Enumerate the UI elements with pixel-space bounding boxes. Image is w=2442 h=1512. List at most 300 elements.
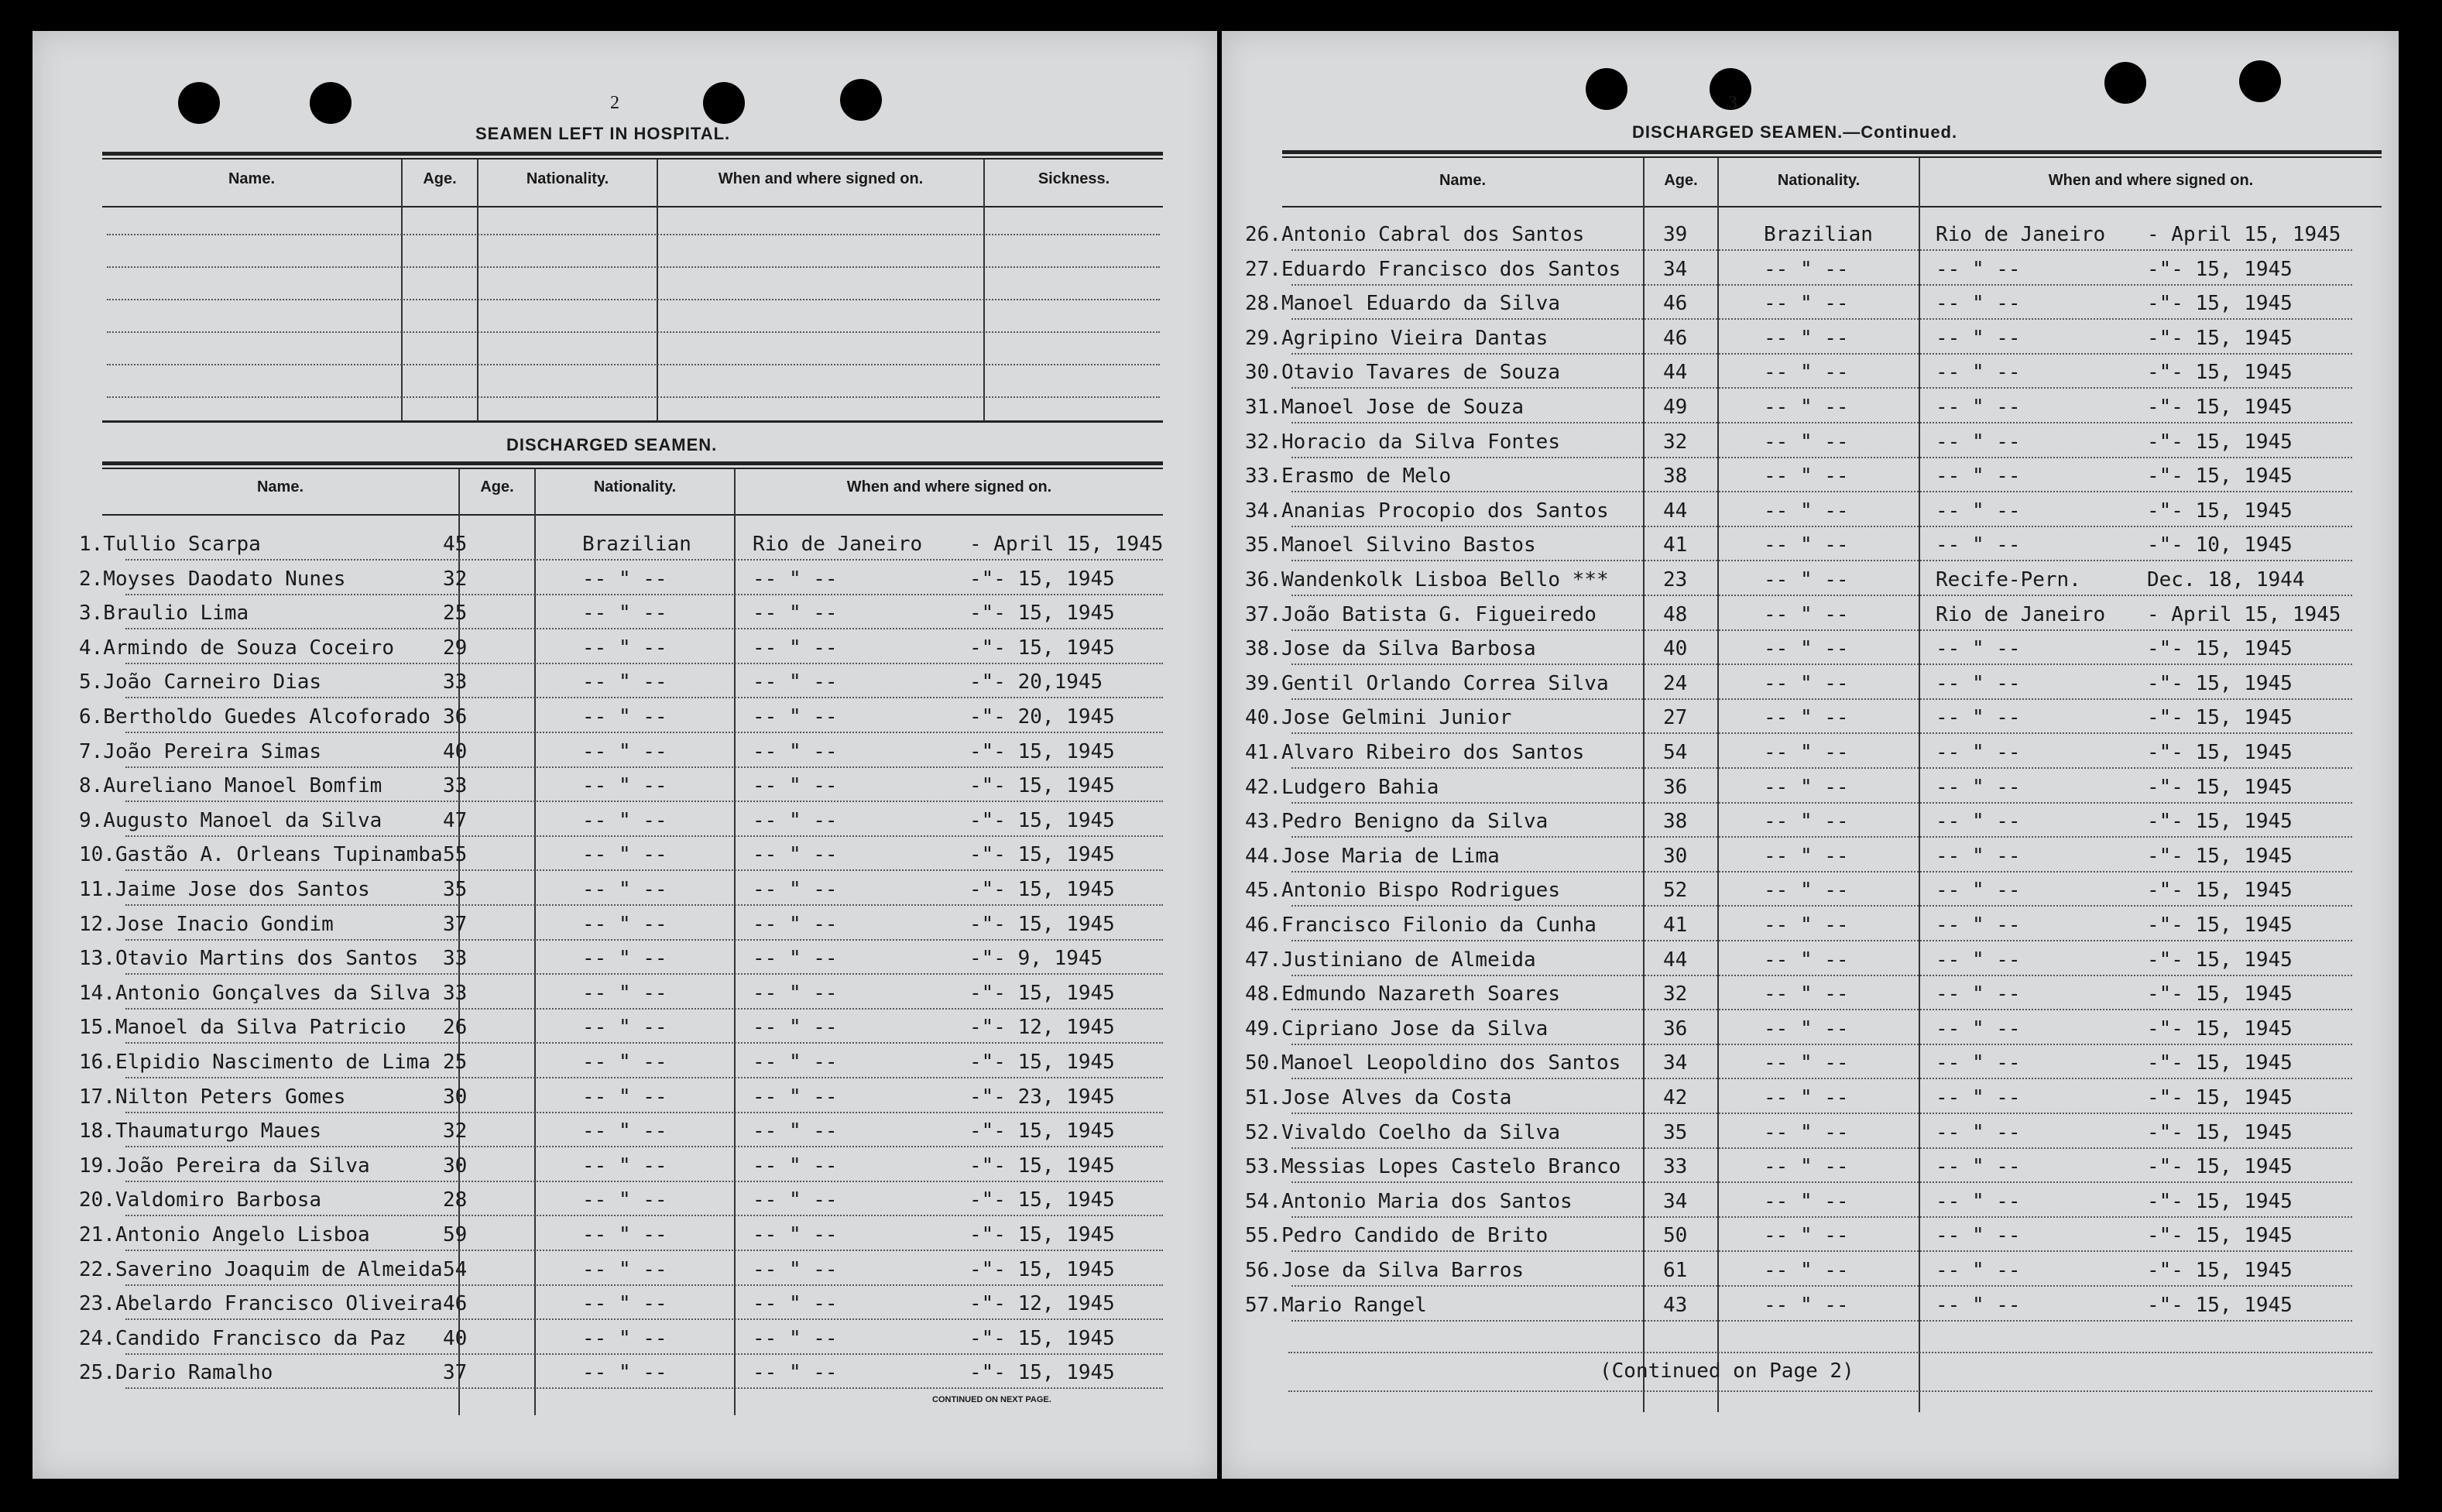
- seaman-name: 20.Valdomiro Barbosa: [79, 1188, 322, 1212]
- table-rule: [1282, 150, 2382, 154]
- table-row: [33, 598, 1194, 629]
- signed-on-date: -"- 15, 1945: [2147, 1120, 2293, 1144]
- seaman-nationality: -- " --: [1764, 533, 1849, 557]
- dotted-line: [1291, 1320, 2352, 1322]
- table-row: [1222, 634, 2383, 665]
- signed-on-date: -"- 15, 1945: [2147, 1259, 2293, 1282]
- seaman-nationality: -- " --: [582, 1361, 667, 1385]
- dotted-line: [107, 396, 1160, 398]
- dotted-line: [1288, 1390, 2372, 1392]
- seaman-nationality: -- " --: [1764, 1120, 1849, 1144]
- seaman-nationality: -- " --: [1764, 326, 1849, 350]
- seaman-name: 52.Vivaldo Coelho da Silva: [1245, 1120, 1560, 1144]
- seaman-age: 44: [1663, 499, 1688, 523]
- signed-on-place: -- " --: [1936, 637, 2021, 661]
- seaman-name: 49.Cipriano Jose da Silva: [1245, 1017, 1549, 1041]
- seaman-age: 41: [1663, 914, 1688, 937]
- table-row: [1222, 255, 2383, 286]
- signed-on-date: -"- 20,1945: [969, 670, 1103, 694]
- signed-on-date: -"- 15, 1945: [2147, 499, 2293, 523]
- seaman-name: 28.Manoel Eduardo da Silva: [1245, 292, 1560, 316]
- table-row: [1222, 530, 2383, 561]
- table-row: [33, 633, 1194, 664]
- signed-on-date: -"- 15, 1945: [969, 981, 1115, 1005]
- table-row: [1222, 669, 2383, 700]
- seaman-name: 37.João Batista G. Figueiredo: [1245, 602, 1597, 626]
- dotted-line: [125, 732, 1163, 733]
- seaman-age: 38: [1663, 810, 1688, 834]
- signed-on-date: -"- 15, 1945: [2147, 1224, 2293, 1248]
- signed-on-place: -- " --: [1936, 982, 2021, 1006]
- seaman-age: 54: [443, 1257, 468, 1281]
- seaman-nationality: -- " --: [582, 1326, 667, 1350]
- seaman-age: 26: [443, 1016, 468, 1040]
- seaman-age: 36: [443, 705, 468, 729]
- seaman-nationality: -- " --: [1764, 396, 1849, 419]
- table-row: [1222, 807, 2383, 838]
- dotted-line: [1291, 767, 2352, 769]
- seaman-nationality: -- " --: [1764, 1293, 1849, 1317]
- dotted-line: [125, 1215, 1163, 1216]
- seaman-age: 48: [1663, 602, 1688, 626]
- table-row: [1222, 703, 2383, 734]
- table-row: [1222, 358, 2383, 389]
- column-divider: [657, 159, 658, 421]
- dotted-line: [125, 973, 1163, 975]
- seaman-name: 7.João Pereira Simas: [79, 739, 322, 763]
- seaman-age: 34: [1663, 257, 1688, 281]
- dotted-line: [1291, 457, 2352, 458]
- seaman-age: 33: [443, 947, 468, 971]
- seaman-nationality: -- " --: [1764, 775, 1849, 799]
- signed-on-date: - April 15, 1945: [2147, 223, 2341, 246]
- dotted-line: [1291, 1147, 2352, 1149]
- punch-hole: [840, 79, 882, 121]
- table-row: [33, 1013, 1194, 1044]
- signed-on-date: -"- 20, 1945: [969, 705, 1115, 729]
- table-row: [1222, 461, 2383, 492]
- seaman-nationality: -- " --: [1764, 914, 1849, 937]
- column-divider: [401, 159, 403, 421]
- signed-on-place: -- " --: [753, 1154, 838, 1178]
- table-row: [1222, 910, 2383, 941]
- seaman-name: 39.Gentil Orlando Correa Silva: [1245, 671, 1609, 695]
- signed-on-place: -- " --: [753, 602, 838, 626]
- seaman-name: 44.Jose Maria de Lima: [1245, 844, 1500, 868]
- table-rule: [102, 461, 1163, 465]
- seaman-age: 38: [1663, 465, 1688, 489]
- signed-on-date: -"- 15, 1945: [2147, 637, 2293, 661]
- dotted-line: [107, 299, 1160, 300]
- signed-on-place: -- " --: [753, 947, 838, 971]
- seaman-name: 57.Mario Rangel: [1245, 1293, 1427, 1317]
- signed-on-date: -"- 15, 1945: [2147, 1086, 2293, 1109]
- seaman-name: 54.Antonio Maria dos Santos: [1245, 1189, 1573, 1213]
- dotted-line: [1291, 1181, 2352, 1183]
- table-rule: [102, 206, 1163, 207]
- seaman-nationality: -- " --: [1764, 602, 1849, 626]
- seaman-age: 37: [443, 1361, 468, 1385]
- seaman-name: 43.Pedro Benigno da Silva: [1245, 810, 1549, 834]
- dotted-line: [1291, 663, 2352, 665]
- seaman-name: 23.Abelardo Francisco Oliveira: [79, 1292, 443, 1316]
- seaman-age: 50: [1663, 1224, 1688, 1248]
- signed-on-date: -"- 15, 1945: [969, 1051, 1115, 1074]
- hospital-heading: SEAMEN LEFT IN HOSPITAL.: [475, 124, 731, 143]
- seaman-name: 45.Antonio Bispo Rodrigues: [1245, 879, 1560, 903]
- seaman-name: 38.Jose da Silva Barbosa: [1245, 637, 1536, 661]
- seaman-age: 61: [1663, 1259, 1688, 1282]
- seaman-age: 46: [1663, 292, 1688, 316]
- signed-on-date: -"- 15, 1945: [2147, 396, 2293, 419]
- dotted-line: [1291, 1285, 2352, 1287]
- signed-on-place: -- " --: [1936, 1155, 2021, 1179]
- dotted-line: [1291, 1044, 2352, 1045]
- signed-on-place: -- " --: [1936, 948, 2021, 972]
- table-row: [1222, 1083, 2383, 1114]
- table-row: [33, 1116, 1194, 1147]
- table-rule: [102, 468, 1163, 469]
- seaman-nationality: -- " --: [1764, 741, 1849, 764]
- page-number: 2: [610, 93, 619, 113]
- seaman-name: 12.Jose Inacio Gondim: [79, 912, 334, 936]
- signed-on-place: -- " --: [1936, 1120, 2021, 1144]
- seaman-age: 32: [1663, 982, 1688, 1006]
- signed-on-date: -"- 15, 1945: [2147, 775, 2293, 799]
- seaman-name: 32.Horacio da Silva Fontes: [1245, 430, 1560, 454]
- seaman-nationality: Brazilian: [1764, 223, 1873, 246]
- table-row: [1222, 773, 2383, 804]
- seaman-name: 46.Francisco Filonio da Cunha: [1245, 914, 1597, 937]
- seaman-nationality: -- " --: [1764, 465, 1849, 489]
- seaman-nationality: -- " --: [582, 808, 667, 832]
- dotted-line: [125, 1042, 1163, 1044]
- seaman-age: 40: [1663, 637, 1688, 661]
- seaman-nationality: -- " --: [582, 636, 667, 660]
- seaman-name: 2.Moyses Daodato Nunes: [79, 567, 346, 591]
- table-row: [33, 840, 1194, 871]
- dotted-line: [1291, 732, 2352, 734]
- seaman-nationality: -- " --: [1764, 1017, 1849, 1041]
- seaman-name: 19.João Pereira da Silva: [79, 1154, 370, 1178]
- seaman-age: 32: [443, 1119, 468, 1143]
- table-row: [1222, 600, 2383, 631]
- signed-on-place: -- " --: [1936, 292, 2021, 316]
- punch-hole: [2104, 62, 2146, 104]
- seaman-nationality: -- " --: [1764, 948, 1849, 972]
- column-header: Age.: [1664, 172, 1698, 189]
- seaman-nationality: -- " --: [1764, 671, 1849, 695]
- seaman-age: 49: [1663, 396, 1688, 419]
- seaman-nationality: -- " --: [1764, 879, 1849, 903]
- signed-on-date: -"- 15, 1945: [969, 912, 1115, 936]
- seaman-age: 32: [443, 567, 468, 591]
- table-row: [33, 667, 1194, 698]
- punch-hole: [178, 82, 220, 124]
- table-row: [33, 1082, 1194, 1113]
- seaman-name: 48.Edmundo Nazareth Soares: [1245, 982, 1560, 1006]
- discharged-heading: DISCHARGED SEAMEN.: [506, 435, 718, 454]
- seaman-name: 50.Manoel Leopoldino dos Santos: [1245, 1051, 1621, 1075]
- seaman-age: 27: [1663, 706, 1688, 730]
- signed-on-date: -"- 23, 1945: [969, 1085, 1115, 1109]
- column-header: When and where signed on.: [846, 478, 1052, 495]
- table-row: [33, 875, 1194, 906]
- signed-on-date: -"- 15, 1945: [2147, 361, 2293, 385]
- signed-on-place: Rio de Janeiro: [753, 533, 923, 556]
- table-row: [1222, 1221, 2383, 1252]
- seaman-age: 41: [1663, 533, 1688, 557]
- signed-on-place: -- " --: [753, 808, 838, 832]
- seaman-age: 33: [443, 670, 468, 694]
- seaman-nationality: -- " --: [1764, 430, 1849, 454]
- table-rule: [102, 152, 1163, 156]
- table-row: [33, 1151, 1194, 1182]
- seaman-name: 55.Pedro Candido de Brito: [1245, 1224, 1549, 1248]
- signed-on-date: - April 15, 1945: [2147, 602, 2341, 626]
- table-row: [1222, 1256, 2383, 1287]
- seaman-age: 40: [443, 1326, 468, 1350]
- signed-on-place: -- " --: [753, 1085, 838, 1109]
- signed-on-date: -"- 15, 1945: [2147, 1293, 2293, 1317]
- seaman-nationality: -- " --: [582, 1223, 667, 1246]
- seaman-nationality: -- " --: [1764, 706, 1849, 730]
- table-row: [1222, 1048, 2383, 1079]
- seaman-nationality: -- " --: [1764, 637, 1849, 661]
- seaman-nationality: -- " --: [582, 1119, 667, 1143]
- seaman-name: 29.Agripino Vieira Dantas: [1245, 326, 1549, 350]
- page-heading: DISCHARGED SEAMEN.—Continued.: [1632, 122, 1958, 142]
- signed-on-place: -- " --: [753, 981, 838, 1005]
- signed-on-date: -"- 15, 1945: [2147, 844, 2293, 868]
- seaman-nationality: -- " --: [1764, 499, 1849, 523]
- dotted-line: [125, 1250, 1163, 1251]
- seaman-nationality: -- " --: [582, 981, 667, 1005]
- table-row: [1222, 220, 2383, 251]
- signed-on-date: -"- 15, 1945: [969, 774, 1115, 798]
- signed-on-place: -- " --: [753, 705, 838, 729]
- seaman-age: 52: [1663, 879, 1688, 903]
- signed-on-place: -- " --: [753, 739, 838, 763]
- table-row: [33, 1358, 1194, 1389]
- table-row: [1222, 289, 2383, 320]
- seaman-age: 44: [1663, 361, 1688, 385]
- signed-on-place: -- " --: [1936, 1017, 2021, 1041]
- table-rule: [1282, 206, 2382, 207]
- table-row: [33, 1255, 1194, 1286]
- table-row: [33, 979, 1194, 1010]
- seaman-name: 34.Ananias Procopio dos Santos: [1245, 499, 1609, 523]
- seaman-nationality: -- " --: [582, 774, 667, 798]
- seaman-nationality: -- " --: [582, 670, 667, 694]
- seaman-age: 28: [443, 1188, 468, 1212]
- signed-on-date: -"- 15, 1945: [2147, 1189, 2293, 1213]
- seaman-name: 9.Augusto Manoel da Silva: [79, 808, 382, 832]
- table-row: [1222, 842, 2383, 873]
- table-row: [33, 1047, 1194, 1078]
- column-header: Nationality.: [1777, 172, 1861, 189]
- signed-on-date: -"- 15, 1945: [2147, 741, 2293, 764]
- signed-on-date: -"- 15, 1945: [969, 1361, 1115, 1385]
- seaman-age: 39: [1663, 223, 1688, 246]
- table-row: [33, 737, 1194, 768]
- signed-on-place: Rio de Janeiro: [1936, 223, 2106, 246]
- seaman-nationality: -- " --: [1764, 810, 1849, 834]
- signed-on-date: -"- 15, 1945: [969, 1257, 1115, 1281]
- table-row: [33, 771, 1194, 802]
- table-row: [1222, 738, 2383, 769]
- seaman-name: 16.Elpidio Nascimento de Lima: [79, 1051, 430, 1074]
- seaman-nationality: -- " --: [582, 1257, 667, 1281]
- signed-on-place: -- " --: [753, 1223, 838, 1246]
- dotted-line: [125, 939, 1163, 941]
- table-rule: [102, 158, 1163, 159]
- signed-on-place: -- " --: [1936, 257, 2021, 281]
- seaman-nationality: -- " --: [582, 1292, 667, 1316]
- signed-on-place: -- " --: [753, 1119, 838, 1143]
- seaman-name: 6.Bertholdo Guedes Alcoforado: [79, 705, 430, 729]
- seaman-nationality: -- " --: [582, 843, 667, 867]
- signed-on-date: -"- 12, 1945: [969, 1016, 1115, 1040]
- table-row: [1222, 496, 2383, 527]
- signed-on-place: -- " --: [753, 878, 838, 901]
- seaman-nationality: -- " --: [1764, 982, 1849, 1006]
- seaman-age: 54: [1663, 741, 1688, 764]
- table-rule: [102, 420, 1163, 423]
- signed-on-date: -"- 15, 1945: [969, 1223, 1115, 1246]
- table-row: [33, 944, 1194, 975]
- signed-on-date: -"- 15, 1945: [969, 567, 1115, 591]
- seaman-age: 23: [1663, 568, 1688, 591]
- signed-on-place: -- " --: [1936, 361, 2021, 385]
- seaman-name: 4.Armindo de Souza Coceiro: [79, 636, 394, 660]
- signed-on-place: -- " --: [1936, 741, 2021, 764]
- seaman-nationality: -- " --: [1764, 1189, 1849, 1213]
- signed-on-date: Dec. 18, 1944: [2147, 568, 2305, 591]
- seaman-name: 27.Eduardo Francisco dos Santos: [1245, 257, 1621, 281]
- signed-on-date: -"- 15, 1945: [969, 878, 1115, 901]
- dotted-line: [1291, 249, 2352, 251]
- seaman-nationality: -- " --: [582, 1016, 667, 1040]
- signed-on-place: -- " --: [1936, 706, 2021, 730]
- dotted-line: [125, 766, 1163, 768]
- signed-on-date: -"- 10, 1945: [2147, 533, 2293, 557]
- seaman-age: 55: [443, 843, 468, 867]
- signed-on-place: -- " --: [753, 1016, 838, 1040]
- signed-on-place: -- " --: [1936, 1051, 2021, 1075]
- seaman-name: 18.Thaumaturgo Maues: [79, 1119, 322, 1143]
- signed-on-place: -- " --: [1936, 1086, 2021, 1109]
- dotted-line: [1291, 1250, 2352, 1252]
- signed-on-date: - April 15, 1945: [969, 533, 1164, 556]
- dotted-line: [125, 869, 1163, 871]
- signed-on-date: -"- 9, 1945: [969, 947, 1103, 971]
- table-row: [1222, 1291, 2383, 1322]
- punch-hole: [310, 82, 352, 124]
- dotted-line: [125, 904, 1163, 906]
- seaman-name: 40.Jose Gelmini Junior: [1245, 706, 1512, 730]
- seaman-nationality: -- " --: [582, 1051, 667, 1074]
- dotted-line: [125, 1112, 1163, 1113]
- dotted-line: [1291, 595, 2352, 596]
- signed-on-date: -"- 15, 1945: [969, 1188, 1115, 1212]
- dotted-line: [125, 1077, 1163, 1078]
- dotted-line: [125, 1284, 1163, 1286]
- dotted-line: [125, 594, 1163, 595]
- seaman-name: 41.Alvaro Ribeiro dos Santos: [1245, 741, 1585, 764]
- signed-on-date: -"- 15, 1945: [969, 739, 1115, 763]
- signed-on-place: -- " --: [753, 670, 838, 694]
- signed-on-date: -"- 15, 1945: [2147, 671, 2293, 695]
- seaman-name: 21.Antonio Angelo Lisboa: [79, 1223, 370, 1246]
- punch-hole: [1586, 68, 1627, 110]
- table-row: [1222, 1152, 2383, 1183]
- table-row: [1222, 565, 2383, 596]
- table-rule: [102, 514, 1163, 516]
- dotted-line: [125, 1387, 1163, 1389]
- seaman-name: 1.Tullio Scarpa: [79, 533, 261, 556]
- dotted-line: [125, 1318, 1163, 1320]
- dotted-line: [125, 1146, 1163, 1147]
- seaman-name: 5.João Carneiro Dias: [79, 670, 322, 694]
- table-row: [1222, 1118, 2383, 1149]
- table-row: [33, 564, 1194, 595]
- signed-on-place: -- " --: [753, 1326, 838, 1350]
- seaman-name: 33.Erasmo de Melo: [1245, 465, 1452, 489]
- signed-on-place: -- " --: [1936, 810, 2021, 834]
- signed-on-place: -- " --: [1936, 326, 2021, 350]
- signed-on-date: -"- 15, 1945: [2147, 810, 2293, 834]
- column-header: When and where signed on.: [2048, 172, 2254, 189]
- seaman-age: 59: [443, 1223, 468, 1246]
- dotted-line: [125, 801, 1163, 802]
- table-row: [1222, 945, 2383, 976]
- seaman-age: 25: [443, 602, 468, 626]
- seaman-nationality: -- " --: [1764, 1086, 1849, 1109]
- signed-on-date: -"- 15, 1945: [2147, 948, 2293, 972]
- column-header: When and where signed on.: [718, 170, 924, 187]
- seaman-name: 42.Ludgero Bahia: [1245, 775, 1439, 799]
- seaman-name: 8.Aureliano Manoel Bomfim: [79, 774, 382, 798]
- signed-on-place: -- " --: [1936, 671, 2021, 695]
- signed-on-place: -- " --: [753, 636, 838, 660]
- signed-on-date: -"- 15, 1945: [969, 1119, 1115, 1143]
- punch-hole: [703, 82, 745, 124]
- seaman-name: 13.Otavio Martins dos Santos: [79, 947, 419, 971]
- table-rule: [1282, 156, 2382, 158]
- seaman-name: 36.Wandenkolk Lisboa Bello ***: [1245, 568, 1609, 591]
- signed-on-date: -"- 15, 1945: [969, 602, 1115, 626]
- seaman-nationality: -- " --: [1764, 844, 1849, 868]
- seaman-age: 24: [1663, 671, 1688, 695]
- signed-on-date: -"- 15, 1945: [969, 1326, 1115, 1350]
- seaman-name: 51.Jose Alves da Costa: [1245, 1086, 1512, 1109]
- signed-on-date: -"- 15, 1945: [2147, 292, 2293, 316]
- signed-on-date: -"- 15, 1945: [969, 1154, 1115, 1178]
- column-header: Name.: [1439, 172, 1487, 189]
- table-row: [33, 1289, 1194, 1320]
- table-row: [33, 806, 1194, 837]
- dotted-line: [1291, 284, 2352, 286]
- signed-on-date: -"- 15, 1945: [2147, 1155, 2293, 1179]
- seaman-nationality: -- " --: [1764, 292, 1849, 316]
- signed-on-place: Rio de Janeiro: [1936, 602, 2106, 626]
- seaman-name: 3.Braulio Lima: [79, 602, 249, 626]
- dotted-line: [107, 266, 1160, 268]
- signed-on-date: -"- 15, 1945: [2147, 465, 2293, 489]
- dotted-line: [125, 559, 1163, 561]
- seaman-age: 33: [443, 774, 468, 798]
